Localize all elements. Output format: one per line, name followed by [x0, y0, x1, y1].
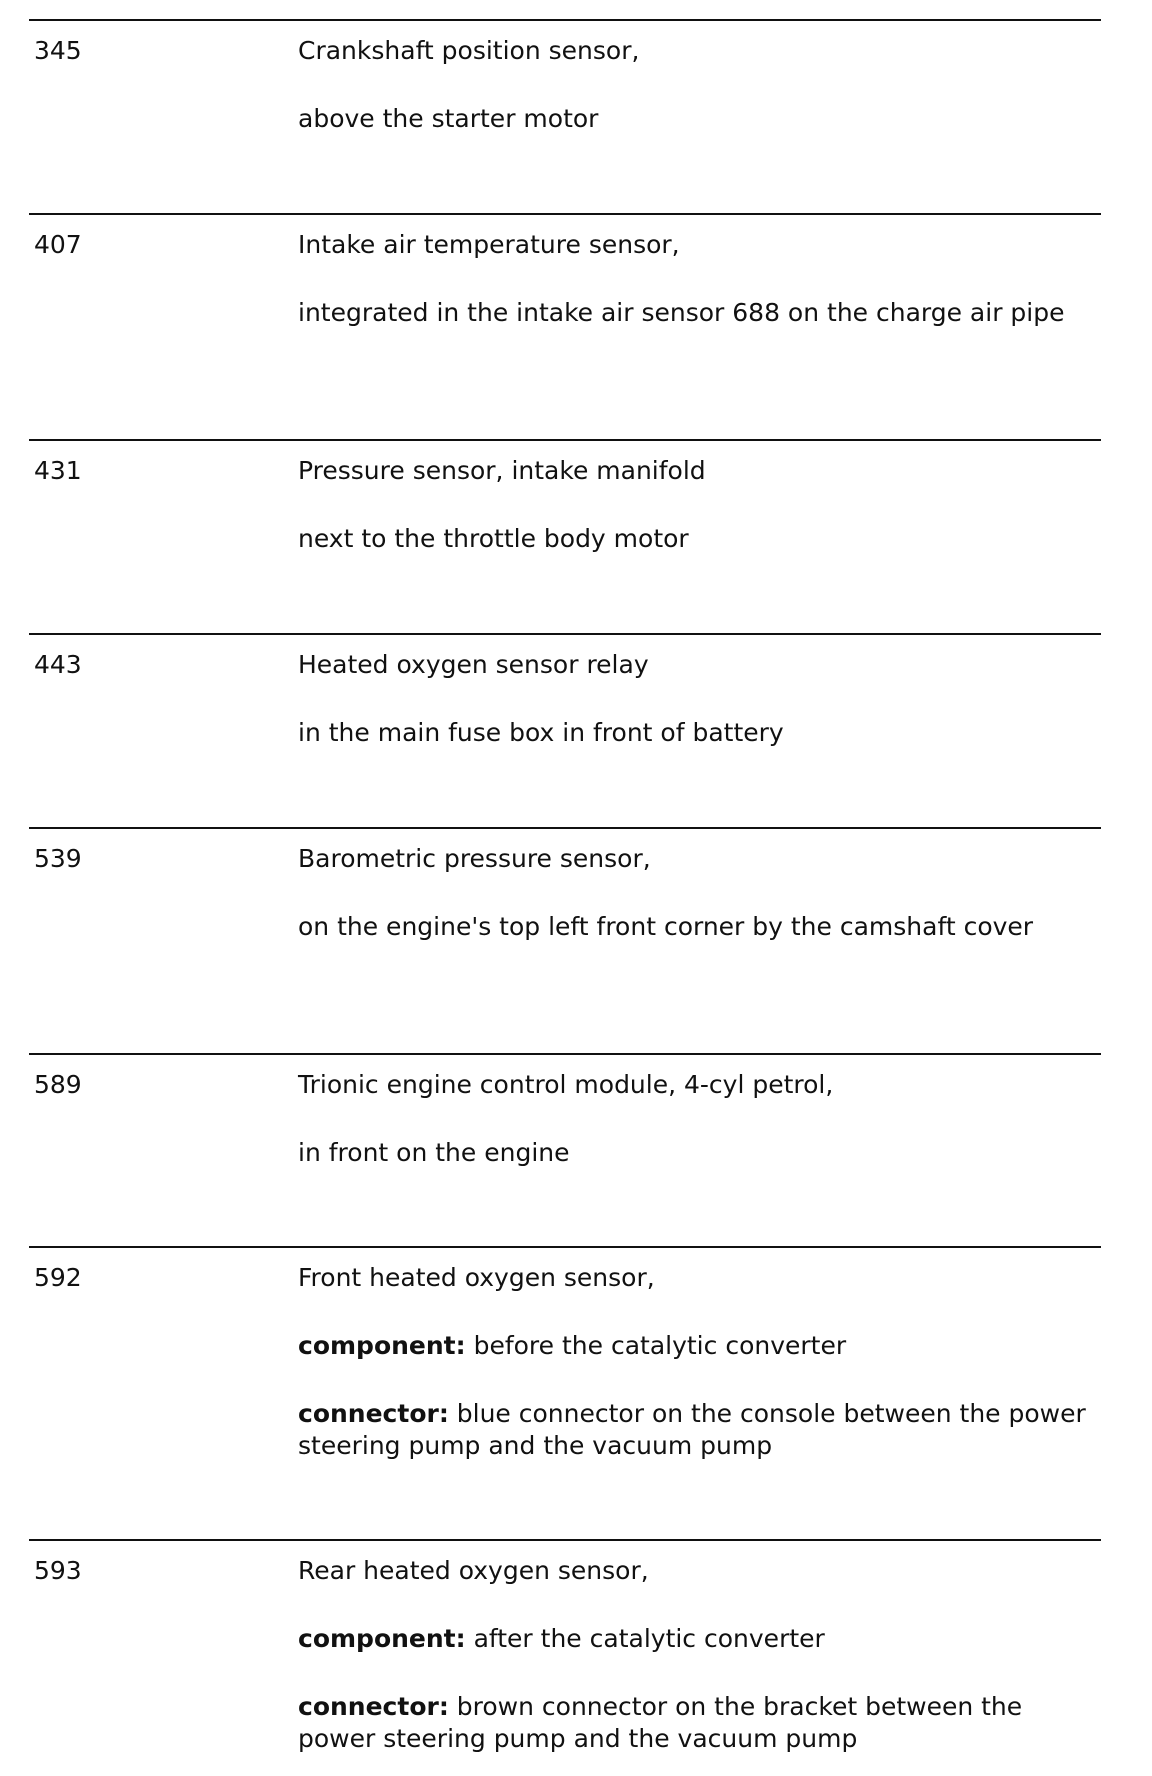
- component-label: component:: [298, 1624, 466, 1653]
- entry-407: [29, 213, 1101, 327]
- component-title: Rear heated oxygen sensor,: [298, 1556, 649, 1585]
- component-value: before the catalytic converter: [465, 1331, 847, 1360]
- component-description: [298, 35, 1098, 135]
- component-description: [298, 649, 1098, 749]
- entry-345: [29, 19, 1101, 133]
- component-location: next to the throttle body motor: [298, 524, 689, 553]
- component-description: [298, 229, 1098, 329]
- connector-detail: [298, 1691, 1098, 1755]
- component-detail: [298, 1330, 1098, 1362]
- entry-592: [29, 1246, 1101, 1460]
- component-title: Trionic engine control module, 4-cyl petrol,: [298, 1070, 834, 1099]
- component-description: [298, 843, 1098, 943]
- component-title: Pressure sensor, intake manifold: [298, 456, 706, 485]
- component-location: integrated in the intake air sensor 688 on the charge air pipe: [298, 298, 1065, 327]
- entry-593: [29, 1539, 1101, 1753]
- component-title: Heated oxygen sensor relay: [298, 650, 649, 679]
- component-location: above the starter motor: [298, 104, 599, 133]
- component-value: after the catalytic converter: [465, 1624, 825, 1653]
- entry-539: [29, 827, 1101, 941]
- component-number: 407: [34, 230, 82, 259]
- component-title: Crankshaft position sensor,: [298, 36, 640, 65]
- component-detail: [298, 1623, 1098, 1655]
- component-number: 592: [34, 1263, 82, 1292]
- component-description: [298, 455, 1098, 555]
- component-title: Front heated oxygen sensor,: [298, 1263, 655, 1292]
- entry-431: [29, 439, 1101, 553]
- component-number: 589: [34, 1070, 82, 1099]
- component-number: 593: [34, 1556, 82, 1585]
- connector-value: blue connector on the console between the power steering pump and the vacuum pump: [298, 1399, 1094, 1460]
- component-label: component:: [298, 1331, 466, 1360]
- component-number: 539: [34, 844, 82, 873]
- entry-589: [29, 1053, 1101, 1167]
- component-number: 431: [34, 456, 82, 485]
- component-description: [298, 1069, 1098, 1169]
- component-number: 345: [34, 36, 82, 65]
- component-location: on the engine's top left front corner by the camshaft cover: [298, 912, 1034, 941]
- connector-label: connector:: [298, 1399, 449, 1428]
- component-location: in the main fuse box in front of battery: [298, 718, 784, 747]
- component-description: [298, 1262, 1098, 1462]
- component-number: 443: [34, 650, 82, 679]
- connector-detail: [298, 1398, 1098, 1462]
- component-location: in front on the engine: [298, 1138, 570, 1167]
- connector-label: connector:: [298, 1692, 449, 1721]
- connector-value: brown connector on the bracket between the power steering pump and the vacuum pump: [298, 1692, 1031, 1753]
- component-title: Barometric pressure sensor,: [298, 844, 651, 873]
- entry-443: [29, 633, 1101, 747]
- component-title: Intake air temperature sensor,: [298, 230, 680, 259]
- component-description: [298, 1555, 1098, 1755]
